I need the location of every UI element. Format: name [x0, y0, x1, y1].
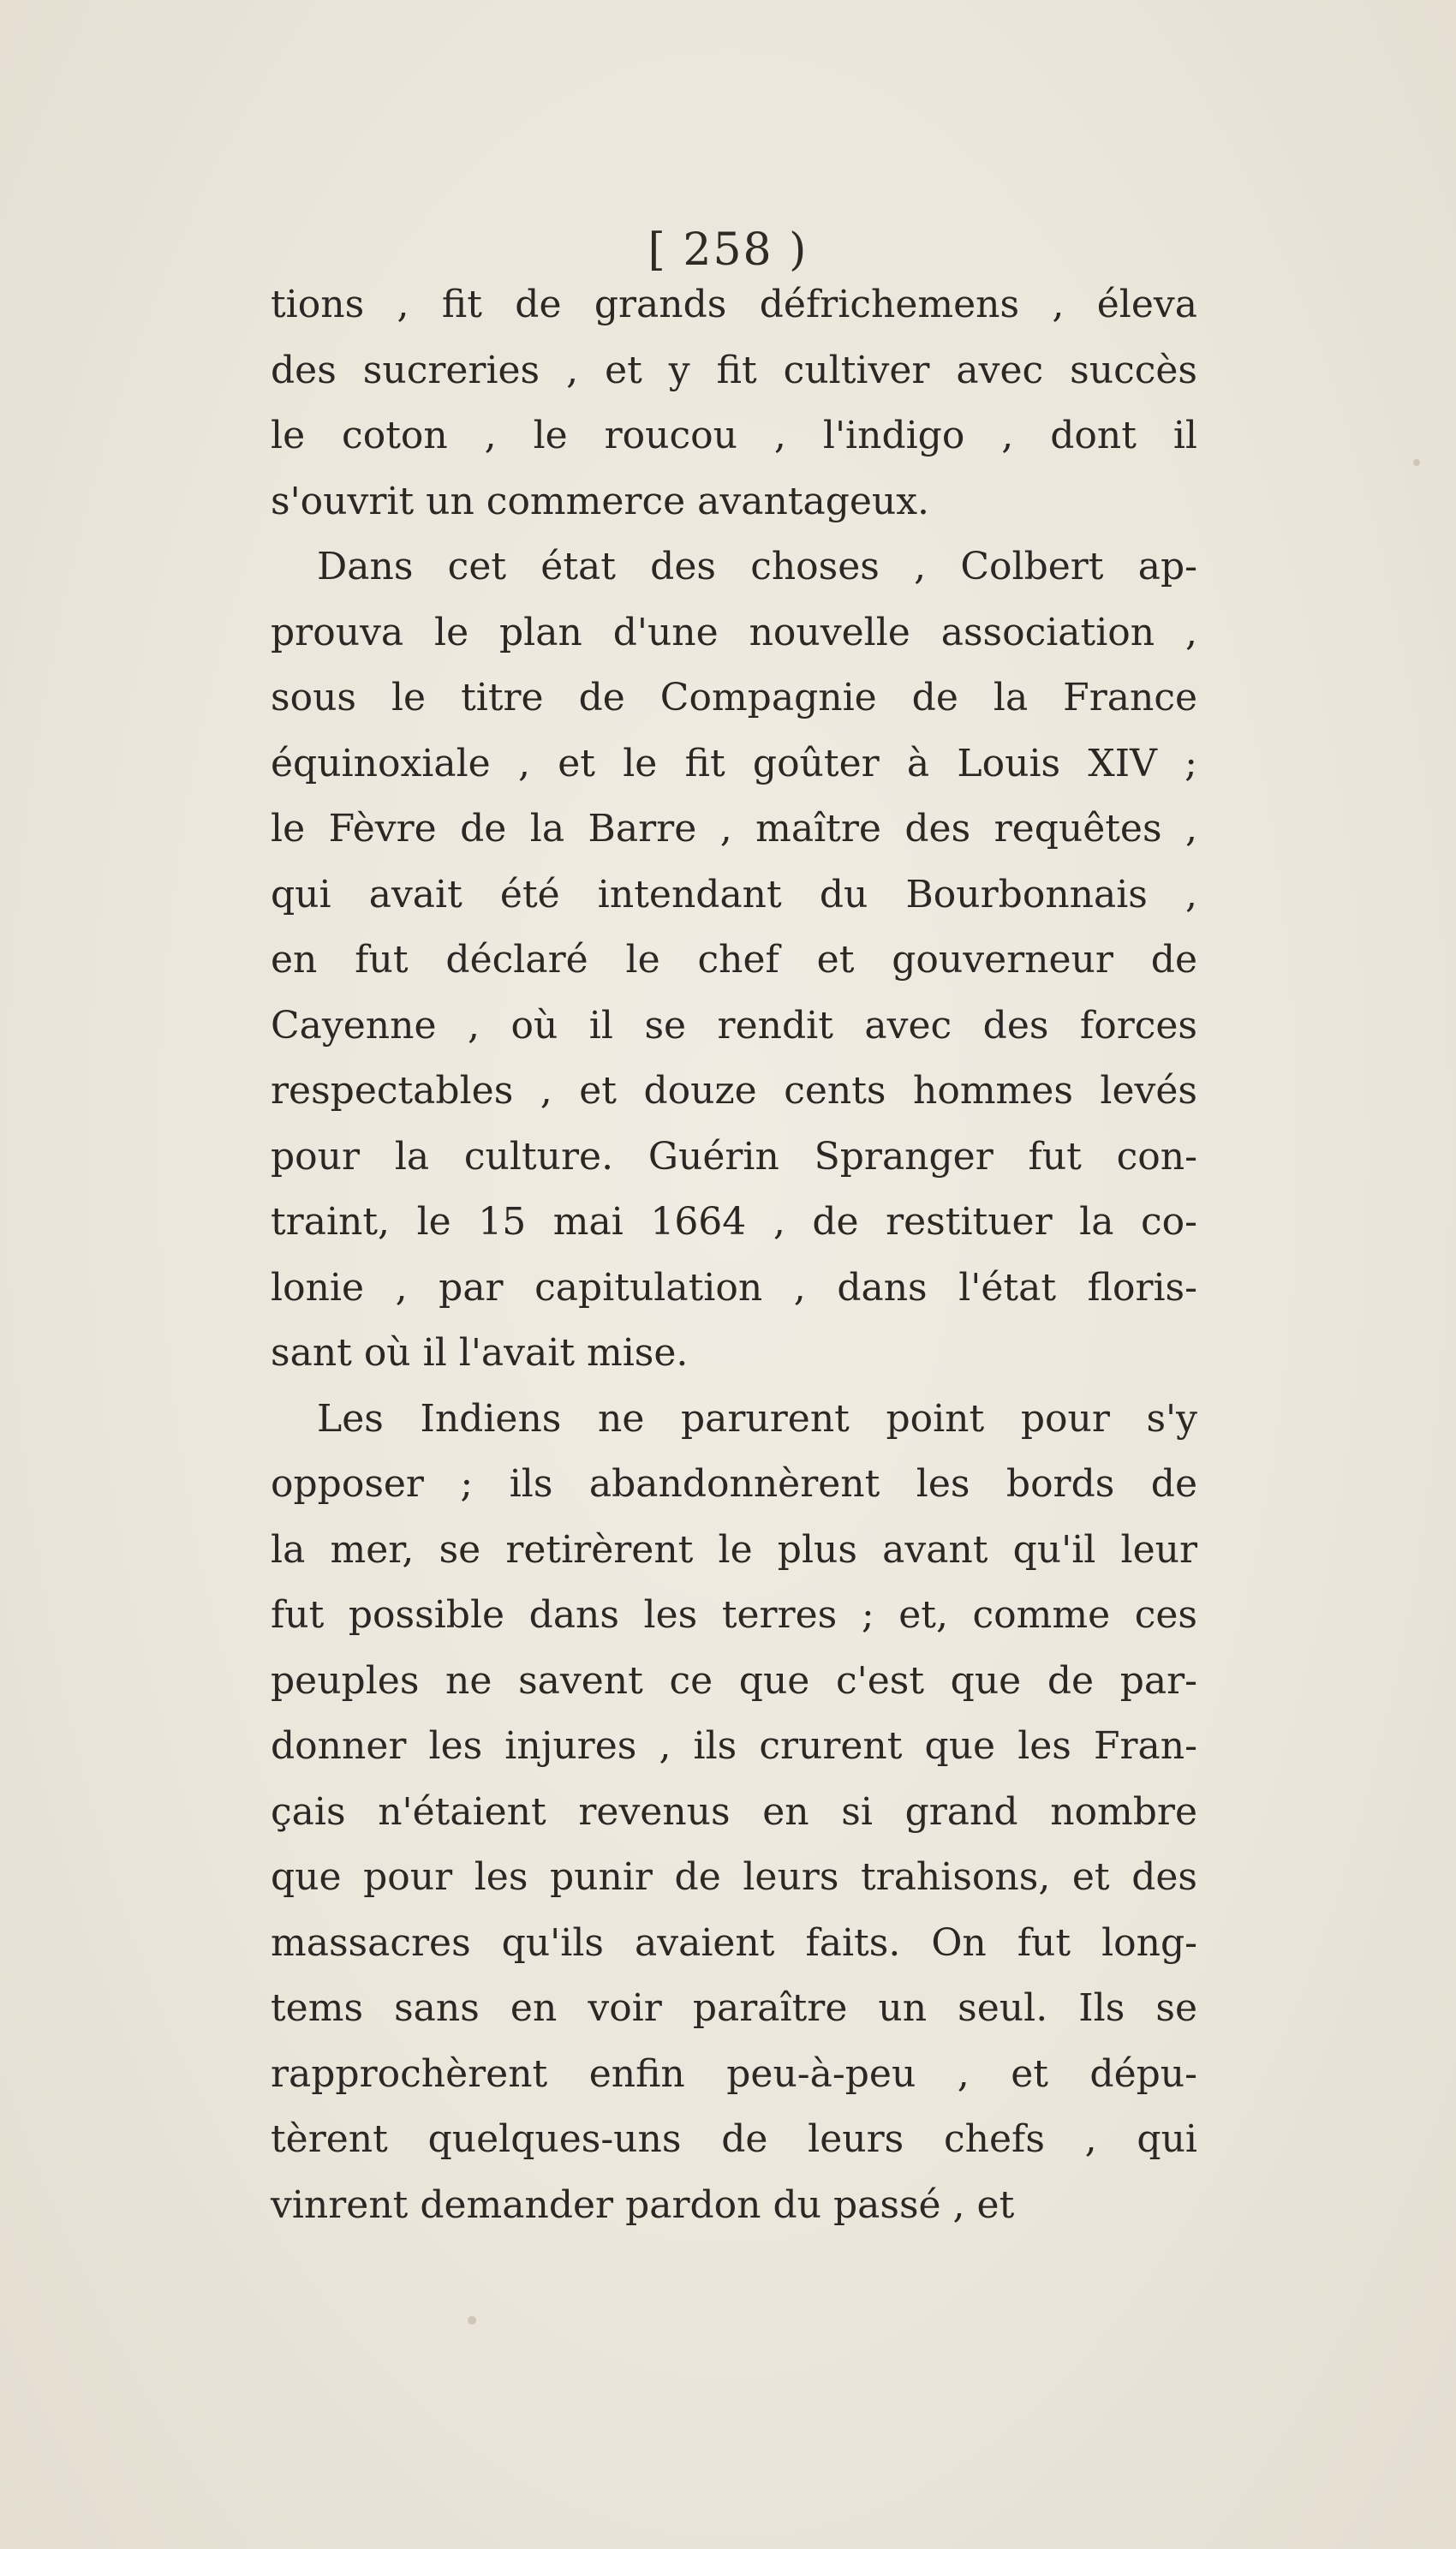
- text-line: des sucreries , et y fit cultiver avec succès: [271, 348, 1197, 392]
- text-line: tèrent quelques-uns de leurs chefs , qui: [271, 2117, 1197, 2161]
- paper-speck: [1413, 459, 1420, 466]
- text-line: peuples ne savent ce que c'est que de par-: [271, 1658, 1197, 1703]
- text-line: le coton , le roucou , l'indigo , dont il: [271, 414, 1197, 457]
- text-line: traint, le 15 mai 1664 , de restituer la co-: [271, 1200, 1197, 1244]
- text-line: fut possible dans les terres ; et, comme ces: [271, 1593, 1197, 1637]
- text-line: qui avait été intendant du Bourbonnais ,: [271, 872, 1197, 916]
- text-line: lonie , par capitulation , dans l'état floris-: [271, 1265, 1197, 1310]
- text-line: en fut déclaré le chef et gouverneur de: [271, 938, 1197, 982]
- text-line: tions , fit de grands défrichemens , éleva: [271, 283, 1197, 326]
- text-line: pour la culture. Guérin Spranger fut con-: [271, 1134, 1197, 1179]
- paper-speck: [468, 2316, 476, 2325]
- page-body: [271, 272, 1197, 2238]
- text-line: sous le titre de Compagnie de la France: [271, 676, 1197, 719]
- text-line: Cayenne , où il se rendit avec des forces: [271, 1003, 1197, 1048]
- text-line: respectables , et douze cents hommes levés: [271, 1069, 1197, 1113]
- text-line: vinrent demander pardon du passé , et: [271, 2182, 1015, 2227]
- text-line: équinoxiale , et le fit goûter à Louis XIV ;: [271, 741, 1197, 785]
- text-line: donner les injures , ils crurent que les Fran-: [271, 1724, 1197, 1768]
- text-line: prouva le plan d'une nouvelle association ,: [271, 610, 1197, 654]
- text-line: Les Indiens ne parurent point pour s'y: [317, 1396, 1197, 1441]
- text-line: Dans cet état des choses , Colbert ap-: [317, 545, 1197, 588]
- text-line: la mer, se retirèrent le plus avant qu'il leur: [271, 1527, 1197, 1572]
- text-line: le Fèvre de la Barre , maître des requêtes ,: [271, 807, 1197, 851]
- text-line: rapprochèrent enfin peu-à-peu , et dépu-: [271, 2051, 1197, 2096]
- text-line: s'ouvrit un commerce avantageux.: [271, 479, 930, 523]
- text-line: sant où il l'avait mise.: [271, 1331, 689, 1375]
- page-number: [ 258 ): [647, 224, 809, 276]
- text-line: massacres qu'ils avaient faits. On fut long-: [271, 1920, 1197, 1965]
- text-line: que pour les punir de leurs trahisons, et des: [271, 1855, 1197, 1899]
- text-line: çais n'étaient revenus en si grand nombre: [271, 1789, 1197, 1834]
- text-line: opposer ; ils abandonnèrent les bords de: [271, 1462, 1197, 1506]
- text-line: tems sans en voir paraître un seul. Ils se: [271, 1986, 1197, 2030]
